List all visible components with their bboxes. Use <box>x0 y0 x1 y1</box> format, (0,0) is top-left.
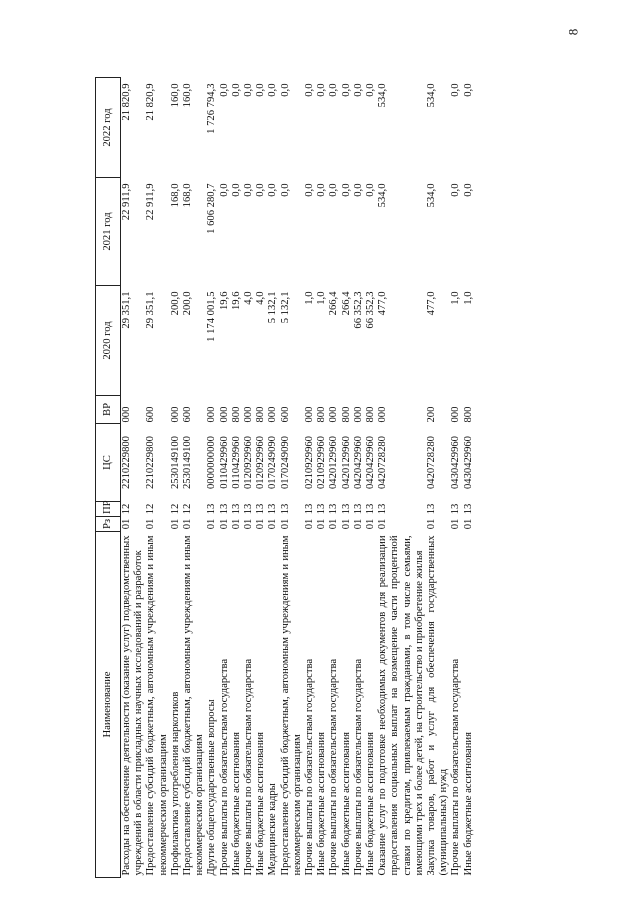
row-2020: 477,0 <box>377 291 389 316</box>
row-name: Прочие выплаты по обязательствам государства <box>304 658 316 876</box>
row-2021: 0,0 <box>243 183 255 197</box>
row-vr: 000 <box>352 406 364 423</box>
row-2020: 200,0 <box>182 291 194 316</box>
row-cs: 0000000000 <box>206 436 218 489</box>
row-2021: 0,0 <box>352 183 364 197</box>
row-2022: 0,0 <box>340 83 352 97</box>
row-pr: 12 <box>169 503 181 515</box>
row-2020: 19,6 <box>230 291 242 311</box>
row-2020: 1 174 001,5 <box>206 291 218 342</box>
row-vr: 000 <box>377 406 389 423</box>
table-row <box>341 78 353 878</box>
table-row <box>280 78 304 878</box>
row-vr: 000 <box>267 406 279 423</box>
row-2021: 1 606 280,7 <box>206 183 218 234</box>
row-2022: 0,0 <box>328 83 340 97</box>
table-row <box>426 78 450 878</box>
row-2022: 0,0 <box>304 83 316 97</box>
row-2022: 0,0 <box>352 83 364 97</box>
row-2021: 168,0 <box>182 183 194 208</box>
row-name: Предоставление субсидий бюджетным, автономным учреждениям и иным некоммерческим организациям <box>145 535 169 876</box>
row-2021: 0,0 <box>267 183 279 197</box>
row-cs: 0120929960 <box>255 436 267 489</box>
table-row <box>463 78 475 878</box>
table-row <box>316 78 328 878</box>
row-2021: 0,0 <box>450 183 462 197</box>
row-2022: 0,0 <box>365 83 377 97</box>
header-2021: 2021 год <box>96 178 121 286</box>
row-2020: 477,0 <box>426 291 438 316</box>
row-cs: 0170249090 <box>279 436 291 489</box>
row-rz: 01 <box>426 518 438 530</box>
row-name: Иные бюджетные ассигнования <box>316 732 328 876</box>
row-vr: 200 <box>426 406 438 423</box>
row-2022: 0,0 <box>218 83 230 97</box>
row-vr: 800 <box>340 406 352 423</box>
row-pr: 13 <box>352 503 364 515</box>
row-rz: 01 <box>340 518 352 530</box>
row-rz: 01 <box>182 518 194 530</box>
row-cs: 0420129960 <box>328 436 340 489</box>
row-2020: 1,0 <box>462 291 474 305</box>
row-cs: 2530149100 <box>182 436 194 489</box>
row-vr: 000 <box>450 406 462 423</box>
table-row <box>170 78 182 878</box>
row-cs: 0210929960 <box>304 436 316 489</box>
row-cs: 2530149100 <box>169 436 181 489</box>
header-pr: ПР <box>96 502 121 517</box>
rotated-table-container <box>95 78 577 878</box>
row-name: Прочие выплаты по обязательствам государства <box>328 658 340 876</box>
row-rz: 01 <box>352 518 364 530</box>
row-pr: 13 <box>340 503 352 515</box>
row-cs: 0170249090 <box>267 436 279 489</box>
header-name: Наименование <box>96 532 121 878</box>
row-2020: 200,0 <box>169 291 181 316</box>
header-vr: ВР <box>96 396 121 424</box>
row-pr: 13 <box>462 503 474 515</box>
row-2020: 66 352,3 <box>352 291 364 329</box>
row-rz: 01 <box>304 518 316 530</box>
row-name: Прочие выплаты по обязательствам государства <box>218 658 230 876</box>
row-rz: 01 <box>450 518 462 530</box>
row-2022: 0,0 <box>230 83 242 97</box>
row-2022: 1 726 794,3 <box>206 83 218 134</box>
row-pr: 13 <box>377 503 389 515</box>
row-2022: 0,0 <box>316 83 328 97</box>
row-2021: 0,0 <box>230 183 242 197</box>
row-pr: 13 <box>450 503 462 515</box>
row-rz: 01 <box>218 518 230 530</box>
row-2021: 0,0 <box>316 183 328 197</box>
row-2020: 29 351,1 <box>145 291 157 329</box>
row-rz: 01 <box>462 518 474 530</box>
row-cs: 0420429960 <box>365 436 377 489</box>
table-row <box>182 78 206 878</box>
table-body <box>121 78 475 878</box>
row-vr: 000 <box>169 406 181 423</box>
row-vr: 000 <box>243 406 255 423</box>
row-rz: 01 <box>243 518 255 530</box>
row-2020: 66 352,3 <box>365 291 377 329</box>
row-cs: 0430429960 <box>462 436 474 489</box>
row-2021: 0,0 <box>218 183 230 197</box>
row-rz: 01 <box>121 518 132 530</box>
row-2022: 21 820,9 <box>145 83 157 121</box>
row-name: Предоставление субсидий бюджетным, автономным учреждениям и иным некоммерческим организациям <box>279 535 303 876</box>
row-name: Другие общегосударственные вопросы <box>206 699 218 876</box>
row-rz: 01 <box>365 518 377 530</box>
row-2021: 0,0 <box>279 183 291 197</box>
row-cs: 0420129960 <box>340 436 352 489</box>
row-name: Медицинские кадры <box>267 783 279 876</box>
table-header <box>96 78 121 878</box>
row-pr: 13 <box>365 503 377 515</box>
row-rz: 01 <box>316 518 328 530</box>
row-2021: 0,0 <box>365 183 377 197</box>
row-2021: 22 911,9 <box>145 183 157 221</box>
row-name: Предоставление субсидий бюджетным, автономным учреждениям и иным некоммерческим организациям <box>182 535 206 876</box>
row-2022: 534,0 <box>377 83 389 108</box>
row-rz: 01 <box>206 518 218 530</box>
row-name: Иные бюджетные ассигнования <box>340 732 352 876</box>
table-row <box>328 78 340 878</box>
table-row <box>267 78 279 878</box>
row-pr: 13 <box>279 503 291 515</box>
row-2020: 29 351,1 <box>121 291 132 329</box>
row-2022: 0,0 <box>462 83 474 97</box>
row-2020: 5 132,1 <box>279 291 291 324</box>
table-row <box>231 78 243 878</box>
header-cs: ЦС <box>96 424 121 502</box>
row-rz: 01 <box>279 518 291 530</box>
row-2022: 0,0 <box>267 83 279 97</box>
row-2022: 21 820,9 <box>121 83 132 121</box>
row-pr: 13 <box>243 503 255 515</box>
row-vr: 000 <box>206 406 218 423</box>
row-cs: 0420728280 <box>377 436 389 489</box>
row-2020: 1,0 <box>304 291 316 305</box>
row-2022: 0,0 <box>279 83 291 97</box>
row-name: Иные бюджетные ассигнования <box>255 732 267 876</box>
row-name: Прочие выплаты по обязательствам государства <box>450 658 462 876</box>
row-vr: 600 <box>279 406 291 423</box>
row-name: Расходы на обеспечение деятельности (оказание услуг) подведомственных учреждений в области прикладных научных исследований и разработок <box>121 535 145 876</box>
row-pr: 12 <box>145 503 157 515</box>
row-2021: 0,0 <box>340 183 352 197</box>
row-vr: 000 <box>121 406 132 423</box>
row-2020: 1,0 <box>316 291 328 305</box>
row-cs: 0420429960 <box>352 436 364 489</box>
row-pr: 13 <box>426 503 438 515</box>
row-cs: 0210929960 <box>316 436 328 489</box>
table-row <box>219 78 231 878</box>
row-rz: 01 <box>169 518 181 530</box>
row-rz: 01 <box>328 518 340 530</box>
row-2021: 534,0 <box>426 183 438 208</box>
row-rz: 01 <box>230 518 242 530</box>
row-2021: 168,0 <box>169 183 181 208</box>
table-row <box>450 78 462 878</box>
row-pr: 13 <box>267 503 279 515</box>
row-name: Оказание услуг по подготовке необходимых документов для реализации предоставления социальных выплат на возмещение части процентной ставки по кредитам, привлекаемым гражданами, в том числе семьями, имеющими трех и более детей, на строительство и приобретение жилья <box>377 535 425 876</box>
row-2022: 0,0 <box>255 83 267 97</box>
row-name: Профилактика употребления наркотиков <box>169 691 181 876</box>
row-2020: 1,0 <box>450 291 462 305</box>
row-rz: 01 <box>145 518 157 530</box>
row-2020: 4,0 <box>243 291 255 305</box>
header-2020: 2020 год <box>96 286 121 396</box>
row-rz: 01 <box>377 518 389 530</box>
row-vr: 600 <box>145 406 157 423</box>
row-2021: 0,0 <box>304 183 316 197</box>
row-name: Иные бюджетные ассигнования <box>462 732 474 876</box>
row-cs: 0420728280 <box>426 436 438 489</box>
row-2020: 266,4 <box>340 291 352 316</box>
row-pr: 13 <box>316 503 328 515</box>
row-2022: 160,0 <box>169 83 181 108</box>
page-number: 8 <box>564 28 580 36</box>
row-pr: 12 <box>182 503 194 515</box>
header-rz: Рз <box>96 517 121 532</box>
row-2020: 4,0 <box>255 291 267 305</box>
row-pr: 13 <box>328 503 340 515</box>
row-pr: 13 <box>230 503 242 515</box>
table-row <box>206 78 218 878</box>
row-cs: 0120929960 <box>243 436 255 489</box>
row-2022: 0,0 <box>450 83 462 97</box>
row-2021: 0,0 <box>462 183 474 197</box>
table-row <box>304 78 316 878</box>
table-row <box>145 78 169 878</box>
row-vr: 000 <box>328 406 340 423</box>
row-vr: 600 <box>182 406 194 423</box>
row-pr: 13 <box>255 503 267 515</box>
row-2020: 266,4 <box>328 291 340 316</box>
row-name: Иные бюджетные ассигнования <box>365 732 377 876</box>
row-cs: 0110429960 <box>230 436 242 489</box>
table-row <box>255 78 267 878</box>
row-2021: 534,0 <box>377 183 389 208</box>
row-name: Закупка товаров, работ и услуг для обеспечения государственных (муниципальных) нужд <box>426 535 450 876</box>
row-2020: 5 132,1 <box>267 291 279 324</box>
table-row <box>121 78 146 878</box>
row-pr: 13 <box>304 503 316 515</box>
table-row <box>377 78 426 878</box>
row-2021: 0,0 <box>255 183 267 197</box>
row-cs: 2210229800 <box>121 436 132 489</box>
row-rz: 01 <box>267 518 279 530</box>
row-name: Иные бюджетные ассигнования <box>230 732 242 876</box>
row-name: Прочие выплаты по обязательствам государства <box>243 658 255 876</box>
row-vr: 800 <box>316 406 328 423</box>
row-2021: 22 911,9 <box>121 183 132 221</box>
row-vr: 800 <box>365 406 377 423</box>
table-row <box>365 78 377 878</box>
row-vr: 000 <box>218 406 230 423</box>
row-2020: 19,6 <box>218 291 230 311</box>
row-pr: 12 <box>121 503 132 515</box>
row-2021: 0,0 <box>328 183 340 197</box>
row-vr: 800 <box>255 406 267 423</box>
row-cs: 0110429960 <box>218 436 230 489</box>
row-2022: 534,0 <box>426 83 438 108</box>
row-cs: 2210229800 <box>145 436 157 489</box>
row-vr: 000 <box>304 406 316 423</box>
table-row <box>243 78 255 878</box>
row-name: Прочие выплаты по обязательствам государства <box>352 658 364 876</box>
row-2022: 160,0 <box>182 83 194 108</box>
budget-table <box>95 77 475 878</box>
row-cs: 0430429960 <box>450 436 462 489</box>
row-pr: 13 <box>218 503 230 515</box>
row-rz: 01 <box>255 518 267 530</box>
table-row <box>353 78 365 878</box>
header-2022: 2022 год <box>96 78 121 178</box>
row-2022: 0,0 <box>243 83 255 97</box>
row-vr: 800 <box>230 406 242 423</box>
row-pr: 13 <box>206 503 218 515</box>
row-vr: 800 <box>462 406 474 423</box>
